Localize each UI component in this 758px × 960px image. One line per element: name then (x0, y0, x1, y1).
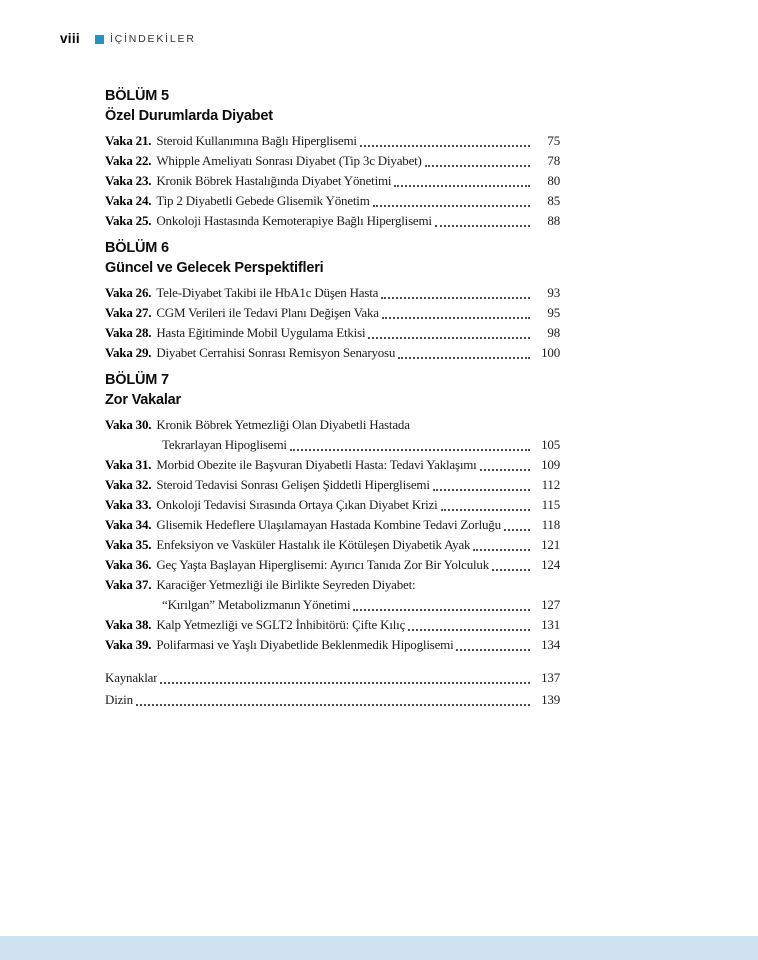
page-ref: 95 (547, 305, 560, 320)
dot-leader (382, 299, 530, 319)
chapter-heading: BÖLÜM 5 (105, 88, 169, 104)
toc-sections (105, 86, 560, 655)
entry-label: Vaka 32. (105, 477, 152, 492)
dot-leader (435, 207, 530, 227)
chapter-section (105, 238, 560, 363)
toc-entry (105, 495, 560, 515)
entry-title: Polifarmasi ve Yaşlı Diyabetlide Beklenmedik Hipoglisemi (156, 637, 454, 652)
entry-title: Karaciğer Yetmezliği ile Birlikte Seyreden Diyabet: (156, 577, 416, 592)
page-ref: 139 (541, 692, 560, 707)
page-ref: 118 (541, 517, 560, 532)
dot-leader (408, 611, 530, 631)
entry-label: Vaka 29. (105, 345, 152, 360)
dot-leader (456, 631, 530, 651)
entry-title: Geç Yaşta Başlayan Hiperglisemi: Ayırıcı Tanıda Zor Bir Yolculuk (156, 557, 490, 572)
entry-title: Steroid Tedavisi Sonrası Gelişen Şiddetli Hiperglisemi (156, 477, 430, 492)
toc-entries (105, 283, 560, 363)
entry-title: Whipple Ameliyatı Sonrası Diyabet (Tip 3c Diyabet) (156, 153, 422, 168)
footer-bar (0, 936, 758, 960)
toc (105, 86, 560, 712)
page-ref: 80 (547, 173, 560, 188)
page-ref: 75 (547, 133, 560, 148)
dot-leader (492, 551, 530, 571)
page-ref: 88 (547, 213, 560, 228)
page-ref: 115 (541, 497, 560, 512)
page-ref: 137 (541, 670, 560, 685)
dot-leader (480, 451, 530, 471)
entry-label: Vaka 21. (105, 133, 152, 148)
dot-leader (368, 319, 530, 339)
chapter-subtitle: Özel Durumlarda Diyabet (105, 108, 273, 124)
dot-leader (433, 471, 530, 491)
backmatter-entry (105, 668, 560, 688)
entry-title: Morbid Obezite ile Başvuran Diyabetli Hasta: Tedavi Yaklaşımı (156, 457, 477, 472)
entry-label: Vaka 36. (105, 557, 152, 572)
chapter-section (105, 370, 560, 655)
entry-title: CGM Verileri ile Tedavi Planı Değişen Vaka (156, 305, 379, 320)
toc-entry (105, 343, 560, 363)
page-number: viii (60, 31, 80, 46)
dot-leader (136, 686, 530, 706)
entry-title: Onkoloji Tedavisi Sırasında Ortaya Çıkan Diyabet Krizi (156, 497, 438, 512)
entry-title: Glisemik Hedeflere Ulaşılamayan Hastada Kombine Tedavi Zorluğu (156, 517, 501, 532)
page-ref: 105 (541, 437, 560, 452)
dot-leader (381, 279, 530, 299)
entry-title: Tele-Diyabet Takibi ile HbA1c Düşen Hasta (156, 285, 379, 300)
entry-title: Tip 2 Diyabetli Gebede Glisemik Yönetim (156, 193, 370, 208)
entry-continuation-title: Tekrarlayan Hipoglisemi (162, 437, 287, 452)
entry-label: Vaka 24. (105, 193, 152, 208)
entry-label: Vaka 33. (105, 497, 152, 512)
toc-entry (105, 211, 560, 231)
dot-leader (398, 339, 530, 359)
dot-leader (425, 147, 530, 167)
toc-entries (105, 131, 560, 231)
toc-entry (105, 635, 560, 655)
entry-label: Vaka 37. (105, 577, 152, 592)
dot-leader (504, 511, 530, 531)
page-ref: 100 (541, 345, 560, 360)
blue-square-icon (95, 35, 104, 44)
entry-title: Kronik Böbrek Yetmezliği Olan Diyabetli Hastada (156, 417, 410, 432)
page-ref: 109 (541, 457, 560, 472)
entry-label: Vaka 26. (105, 285, 152, 300)
page-header (60, 31, 196, 46)
entry-label: Vaka 27. (105, 305, 152, 320)
entry-label: Vaka 34. (105, 517, 152, 532)
chapter-section (105, 86, 560, 231)
entry-label: Vaka 38. (105, 617, 152, 632)
page-ref: 98 (547, 325, 560, 340)
chapter-subtitle: Zor Vakalar (105, 392, 181, 408)
dot-leader (290, 431, 530, 451)
dot-leader (473, 531, 530, 551)
backmatter (105, 668, 560, 710)
dot-leader (373, 187, 530, 207)
dot-leader (353, 591, 530, 611)
entry-label: Vaka 28. (105, 325, 152, 340)
entry-title: Hasta Eğitiminde Mobil Uygulama Etkisi (156, 325, 366, 340)
entry-label: Vaka 22. (105, 153, 152, 168)
entry-title: Dizin (105, 692, 133, 707)
entry-label: Vaka 25. (105, 213, 152, 228)
page-ref: 85 (547, 193, 560, 208)
toc-entries (105, 415, 560, 655)
page-ref: 93 (547, 285, 560, 300)
page-ref: 124 (541, 557, 560, 572)
entry-title: Enfeksiyon ve Vasküler Hastalık ile Kötüleşen Diyabetik Ayak (156, 537, 471, 552)
dot-leader (394, 167, 530, 187)
entry-continuation-title: “Kırılgan” Metabolizmanın Yönetimi (162, 597, 351, 612)
backmatter-entry (105, 690, 560, 710)
page-ref: 131 (541, 617, 560, 632)
entry-label: Vaka 23. (105, 173, 152, 188)
page-ref: 121 (541, 537, 560, 552)
entry-label: Vaka 35. (105, 537, 152, 552)
entry-title: Onkoloji Hastasında Kemoterapiye Bağlı Hiperglisemi (156, 213, 432, 228)
page-ref: 127 (541, 597, 560, 612)
chapter-heading: BÖLÜM 7 (105, 372, 169, 388)
dot-leader (360, 127, 530, 147)
entry-title: Steroid Kullanımına Bağlı Hiperglisemi (156, 133, 357, 148)
entry-title: Kalp Yetmezliği ve SGLT2 İnhibitörü: Çifte Kılıç (156, 617, 406, 632)
entry-title: Diyabet Cerrahisi Sonrası Remisyon Senaryosu (156, 345, 396, 360)
dot-leader (160, 664, 530, 684)
page-ref: 112 (541, 477, 560, 492)
dot-leader (441, 491, 530, 511)
toc-entry (105, 555, 560, 575)
entry-label: Vaka 39. (105, 637, 152, 652)
entry-title: Kaynaklar (105, 670, 158, 685)
chapter-subtitle: Güncel ve Gelecek Perspektifleri (105, 260, 324, 276)
contents-title: İÇİNDEKİLER (109, 32, 196, 45)
page-ref: 134 (541, 637, 560, 652)
chapter-heading: BÖLÜM 6 (105, 240, 169, 256)
page-ref: 78 (547, 153, 560, 168)
entry-title: Kronik Böbrek Hastalığında Diyabet Yönetimi (156, 173, 392, 188)
entry-label: Vaka 30. (105, 417, 152, 432)
entry-label: Vaka 31. (105, 457, 152, 472)
